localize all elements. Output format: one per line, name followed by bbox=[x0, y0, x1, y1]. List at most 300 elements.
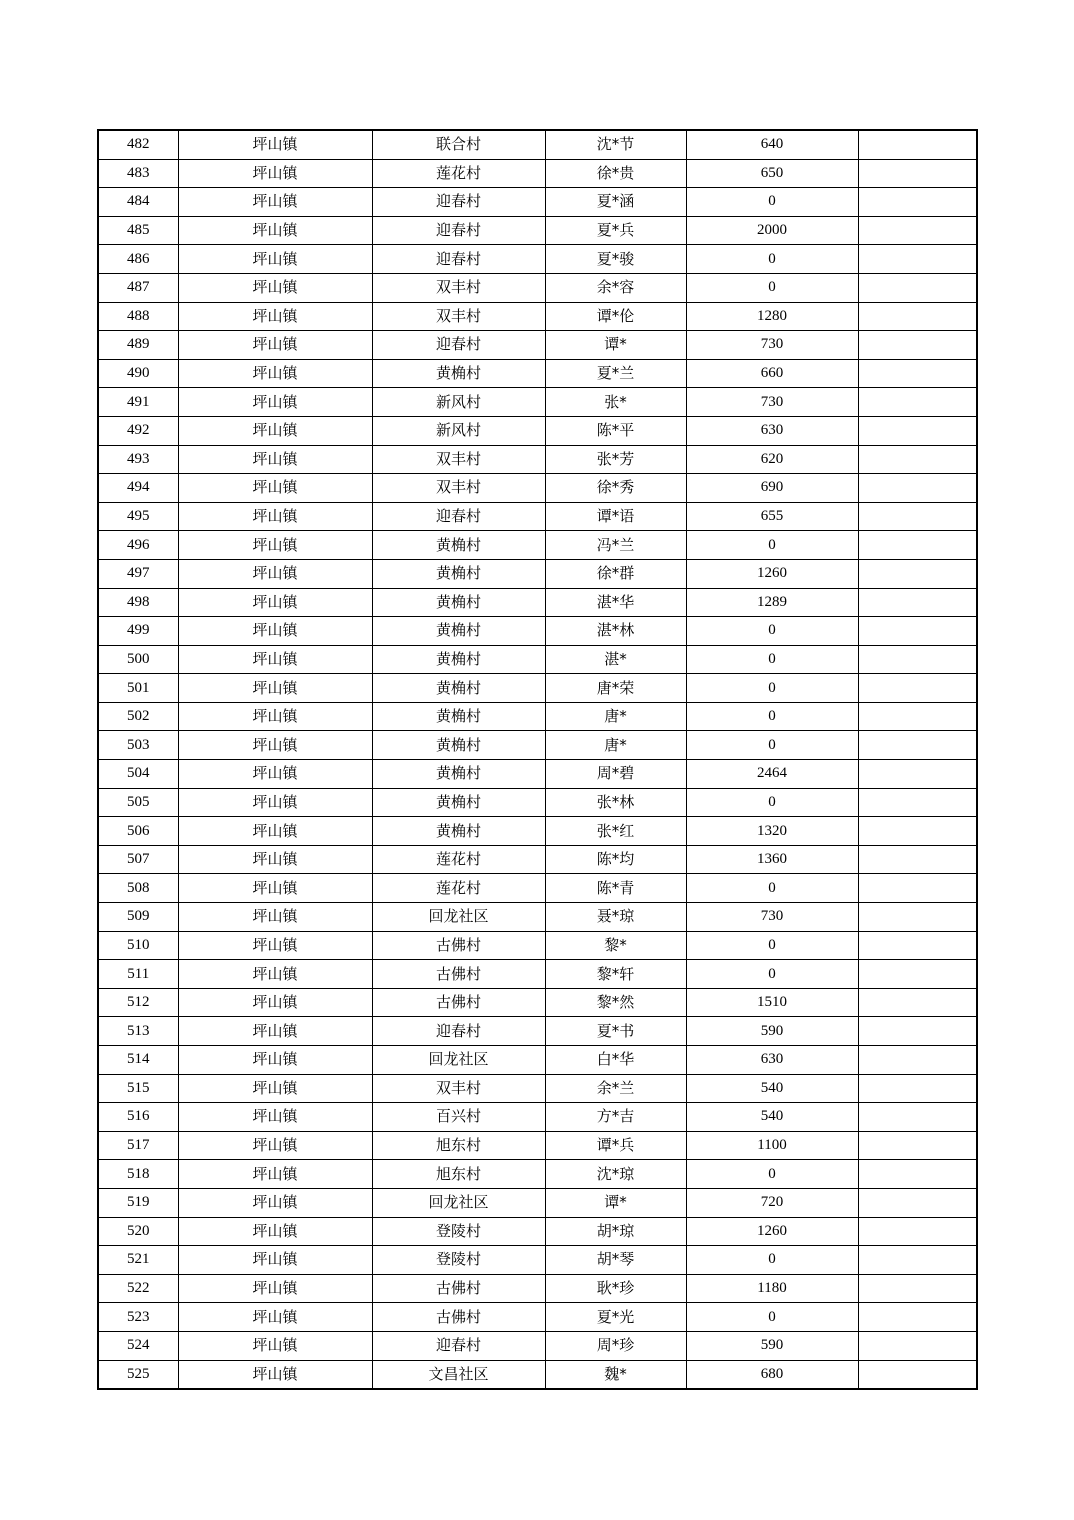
serial-number-cell: 501 bbox=[98, 674, 178, 703]
village-cell: 黄桷村 bbox=[372, 817, 545, 846]
remark-cell bbox=[858, 731, 977, 760]
amount-cell: 720 bbox=[686, 1188, 858, 1217]
amount-cell: 540 bbox=[686, 1103, 858, 1132]
serial-number-cell: 516 bbox=[98, 1103, 178, 1132]
remark-cell bbox=[858, 1246, 977, 1275]
township-cell: 坪山镇 bbox=[178, 1160, 372, 1189]
village-cell: 黄桷村 bbox=[372, 702, 545, 731]
amount-cell: 730 bbox=[686, 903, 858, 932]
township-cell: 坪山镇 bbox=[178, 731, 372, 760]
table-row bbox=[98, 645, 977, 674]
township-cell: 坪山镇 bbox=[178, 1046, 372, 1075]
village-cell: 古佛村 bbox=[372, 931, 545, 960]
village-cell: 古佛村 bbox=[372, 1274, 545, 1303]
table-row bbox=[98, 1131, 977, 1160]
name-cell: 张*林 bbox=[545, 788, 686, 817]
name-cell: 张*红 bbox=[545, 817, 686, 846]
serial-number-cell: 512 bbox=[98, 988, 178, 1017]
name-cell: 冯*兰 bbox=[545, 531, 686, 560]
name-cell: 谭* bbox=[545, 1188, 686, 1217]
name-cell: 唐* bbox=[545, 702, 686, 731]
remark-cell bbox=[858, 760, 977, 789]
remark-cell bbox=[858, 817, 977, 846]
township-cell: 坪山镇 bbox=[178, 1074, 372, 1103]
table-row bbox=[98, 302, 977, 331]
serial-number-cell: 505 bbox=[98, 788, 178, 817]
village-cell: 黄桷村 bbox=[372, 760, 545, 789]
village-cell: 回龙社区 bbox=[372, 1046, 545, 1075]
remark-cell bbox=[858, 1160, 977, 1189]
remark-cell bbox=[858, 903, 977, 932]
remark-cell bbox=[858, 1131, 977, 1160]
township-cell: 坪山镇 bbox=[178, 531, 372, 560]
township-cell: 坪山镇 bbox=[178, 1017, 372, 1046]
remark-cell bbox=[858, 1217, 977, 1246]
serial-number-cell: 499 bbox=[98, 617, 178, 646]
remark-cell bbox=[858, 1331, 977, 1360]
serial-number-cell: 519 bbox=[98, 1188, 178, 1217]
village-cell: 旭东村 bbox=[372, 1131, 545, 1160]
table-row bbox=[98, 960, 977, 989]
township-cell: 坪山镇 bbox=[178, 903, 372, 932]
village-cell: 黄桷村 bbox=[372, 645, 545, 674]
name-cell: 周*珍 bbox=[545, 1331, 686, 1360]
amount-cell: 0 bbox=[686, 188, 858, 217]
amount-cell: 0 bbox=[686, 702, 858, 731]
serial-number-cell: 517 bbox=[98, 1131, 178, 1160]
amount-cell: 0 bbox=[686, 931, 858, 960]
amount-cell: 1180 bbox=[686, 1274, 858, 1303]
remark-cell bbox=[858, 474, 977, 503]
name-cell: 陈*均 bbox=[545, 845, 686, 874]
amount-cell: 620 bbox=[686, 445, 858, 474]
name-cell: 黎* bbox=[545, 931, 686, 960]
remark-cell bbox=[858, 559, 977, 588]
township-cell: 坪山镇 bbox=[178, 216, 372, 245]
serial-number-cell: 484 bbox=[98, 188, 178, 217]
village-cell: 黄桷村 bbox=[372, 731, 545, 760]
name-cell: 夏*书 bbox=[545, 1017, 686, 1046]
name-cell: 夏*兰 bbox=[545, 359, 686, 388]
table-row bbox=[98, 216, 977, 245]
village-cell: 双丰村 bbox=[372, 302, 545, 331]
village-cell: 新风村 bbox=[372, 388, 545, 417]
village-cell: 迎春村 bbox=[372, 216, 545, 245]
name-cell: 谭*语 bbox=[545, 502, 686, 531]
township-cell: 坪山镇 bbox=[178, 388, 372, 417]
table-row bbox=[98, 845, 977, 874]
amount-cell: 650 bbox=[686, 159, 858, 188]
table-row bbox=[98, 1074, 977, 1103]
records-table-body bbox=[98, 130, 977, 1389]
name-cell: 湛*林 bbox=[545, 617, 686, 646]
village-cell: 黄桷村 bbox=[372, 359, 545, 388]
serial-number-cell: 483 bbox=[98, 159, 178, 188]
name-cell: 黎*轩 bbox=[545, 960, 686, 989]
table-row bbox=[98, 988, 977, 1017]
amount-cell: 1320 bbox=[686, 817, 858, 846]
village-cell: 旭东村 bbox=[372, 1160, 545, 1189]
remark-cell bbox=[858, 674, 977, 703]
serial-number-cell: 500 bbox=[98, 645, 178, 674]
remark-cell bbox=[858, 988, 977, 1017]
township-cell: 坪山镇 bbox=[178, 1331, 372, 1360]
serial-number-cell: 522 bbox=[98, 1274, 178, 1303]
table-row bbox=[98, 1017, 977, 1046]
township-cell: 坪山镇 bbox=[178, 159, 372, 188]
serial-number-cell: 509 bbox=[98, 903, 178, 932]
name-cell: 谭*伦 bbox=[545, 302, 686, 331]
remark-cell bbox=[858, 302, 977, 331]
township-cell: 坪山镇 bbox=[178, 416, 372, 445]
serial-number-cell: 496 bbox=[98, 531, 178, 560]
remark-cell bbox=[858, 702, 977, 731]
village-cell: 古佛村 bbox=[372, 1303, 545, 1332]
table-row bbox=[98, 531, 977, 560]
table-row bbox=[98, 1274, 977, 1303]
remark-cell bbox=[858, 931, 977, 960]
remark-cell bbox=[858, 359, 977, 388]
serial-number-cell: 524 bbox=[98, 1331, 178, 1360]
township-cell: 坪山镇 bbox=[178, 702, 372, 731]
serial-number-cell: 495 bbox=[98, 502, 178, 531]
township-cell: 坪山镇 bbox=[178, 445, 372, 474]
serial-number-cell: 498 bbox=[98, 588, 178, 617]
table-row bbox=[98, 1103, 977, 1132]
amount-cell: 690 bbox=[686, 474, 858, 503]
serial-number-cell: 482 bbox=[98, 130, 178, 159]
township-cell: 坪山镇 bbox=[178, 302, 372, 331]
table-row bbox=[98, 731, 977, 760]
table-row bbox=[98, 817, 977, 846]
remark-cell bbox=[858, 617, 977, 646]
serial-number-cell: 510 bbox=[98, 931, 178, 960]
township-cell: 坪山镇 bbox=[178, 788, 372, 817]
table-row bbox=[98, 702, 977, 731]
table-row bbox=[98, 931, 977, 960]
township-cell: 坪山镇 bbox=[178, 960, 372, 989]
table-row bbox=[98, 1331, 977, 1360]
amount-cell: 590 bbox=[686, 1017, 858, 1046]
township-cell: 坪山镇 bbox=[178, 817, 372, 846]
village-cell: 古佛村 bbox=[372, 960, 545, 989]
name-cell: 谭* bbox=[545, 331, 686, 360]
serial-number-cell: 493 bbox=[98, 445, 178, 474]
township-cell: 坪山镇 bbox=[178, 359, 372, 388]
serial-number-cell: 485 bbox=[98, 216, 178, 245]
serial-number-cell: 521 bbox=[98, 1246, 178, 1275]
township-cell: 坪山镇 bbox=[178, 1360, 372, 1389]
table-row bbox=[98, 874, 977, 903]
serial-number-cell: 503 bbox=[98, 731, 178, 760]
township-cell: 坪山镇 bbox=[178, 617, 372, 646]
serial-number-cell: 511 bbox=[98, 960, 178, 989]
amount-cell: 0 bbox=[686, 874, 858, 903]
amount-cell: 0 bbox=[686, 788, 858, 817]
village-cell: 百兴村 bbox=[372, 1103, 545, 1132]
name-cell: 夏*骏 bbox=[545, 245, 686, 274]
amount-cell: 0 bbox=[686, 617, 858, 646]
township-cell: 坪山镇 bbox=[178, 1217, 372, 1246]
remark-cell bbox=[858, 645, 977, 674]
remark-cell bbox=[858, 331, 977, 360]
village-cell: 回龙社区 bbox=[372, 1188, 545, 1217]
village-cell: 黄桷村 bbox=[372, 531, 545, 560]
table-row bbox=[98, 1246, 977, 1275]
amount-cell: 1260 bbox=[686, 559, 858, 588]
table-row bbox=[98, 1217, 977, 1246]
amount-cell: 0 bbox=[686, 1160, 858, 1189]
township-cell: 坪山镇 bbox=[178, 588, 372, 617]
name-cell: 方*吉 bbox=[545, 1103, 686, 1132]
serial-number-cell: 506 bbox=[98, 817, 178, 846]
name-cell: 湛*华 bbox=[545, 588, 686, 617]
table-row bbox=[98, 903, 977, 932]
township-cell: 坪山镇 bbox=[178, 874, 372, 903]
amount-cell: 630 bbox=[686, 1046, 858, 1075]
amount-cell: 0 bbox=[686, 273, 858, 302]
table-row bbox=[98, 760, 977, 789]
amount-cell: 1260 bbox=[686, 1217, 858, 1246]
village-cell: 双丰村 bbox=[372, 474, 545, 503]
table-row bbox=[98, 1046, 977, 1075]
serial-number-cell: 504 bbox=[98, 760, 178, 789]
serial-number-cell: 491 bbox=[98, 388, 178, 417]
remark-cell bbox=[858, 788, 977, 817]
village-cell: 登陵村 bbox=[372, 1217, 545, 1246]
remark-cell bbox=[858, 445, 977, 474]
amount-cell: 0 bbox=[686, 674, 858, 703]
township-cell: 坪山镇 bbox=[178, 1131, 372, 1160]
amount-cell: 2000 bbox=[686, 216, 858, 245]
township-cell: 坪山镇 bbox=[178, 559, 372, 588]
table-row bbox=[98, 1188, 977, 1217]
village-cell: 迎春村 bbox=[372, 188, 545, 217]
name-cell: 徐*贵 bbox=[545, 159, 686, 188]
amount-cell: 2464 bbox=[686, 760, 858, 789]
amount-cell: 0 bbox=[686, 645, 858, 674]
name-cell: 沈*节 bbox=[545, 130, 686, 159]
village-cell: 黄桷村 bbox=[372, 588, 545, 617]
table-row bbox=[98, 788, 977, 817]
township-cell: 坪山镇 bbox=[178, 845, 372, 874]
serial-number-cell: 489 bbox=[98, 331, 178, 360]
name-cell: 谭*兵 bbox=[545, 1131, 686, 1160]
serial-number-cell: 494 bbox=[98, 474, 178, 503]
township-cell: 坪山镇 bbox=[178, 1274, 372, 1303]
name-cell: 夏*涵 bbox=[545, 188, 686, 217]
table-row bbox=[98, 416, 977, 445]
name-cell: 胡*琼 bbox=[545, 1217, 686, 1246]
table-row bbox=[98, 445, 977, 474]
village-cell: 新风村 bbox=[372, 416, 545, 445]
amount-cell: 655 bbox=[686, 502, 858, 531]
township-cell: 坪山镇 bbox=[178, 1303, 372, 1332]
township-cell: 坪山镇 bbox=[178, 1188, 372, 1217]
remark-cell bbox=[858, 245, 977, 274]
village-cell: 文昌社区 bbox=[372, 1360, 545, 1389]
amount-cell: 630 bbox=[686, 416, 858, 445]
amount-cell: 1510 bbox=[686, 988, 858, 1017]
township-cell: 坪山镇 bbox=[178, 331, 372, 360]
table-row bbox=[98, 617, 977, 646]
remark-cell bbox=[858, 502, 977, 531]
village-cell: 迎春村 bbox=[372, 1017, 545, 1046]
amount-cell: 1360 bbox=[686, 845, 858, 874]
township-cell: 坪山镇 bbox=[178, 188, 372, 217]
village-cell: 回龙社区 bbox=[372, 903, 545, 932]
village-cell: 迎春村 bbox=[372, 245, 545, 274]
name-cell: 夏*光 bbox=[545, 1303, 686, 1332]
township-cell: 坪山镇 bbox=[178, 273, 372, 302]
township-cell: 坪山镇 bbox=[178, 988, 372, 1017]
amount-cell: 1100 bbox=[686, 1131, 858, 1160]
serial-number-cell: 497 bbox=[98, 559, 178, 588]
village-cell: 迎春村 bbox=[372, 1331, 545, 1360]
remark-cell bbox=[858, 1303, 977, 1332]
records-table bbox=[97, 129, 978, 1390]
village-cell: 登陵村 bbox=[372, 1246, 545, 1275]
remark-cell bbox=[858, 1188, 977, 1217]
amount-cell: 680 bbox=[686, 1360, 858, 1389]
amount-cell: 0 bbox=[686, 960, 858, 989]
village-cell: 黄桷村 bbox=[372, 559, 545, 588]
serial-number-cell: 513 bbox=[98, 1017, 178, 1046]
name-cell: 余*容 bbox=[545, 273, 686, 302]
serial-number-cell: 515 bbox=[98, 1074, 178, 1103]
village-cell: 莲花村 bbox=[372, 845, 545, 874]
township-cell: 坪山镇 bbox=[178, 1246, 372, 1275]
name-cell: 张*芳 bbox=[545, 445, 686, 474]
serial-number-cell: 525 bbox=[98, 1360, 178, 1389]
name-cell: 张* bbox=[545, 388, 686, 417]
amount-cell: 660 bbox=[686, 359, 858, 388]
name-cell: 唐*荣 bbox=[545, 674, 686, 703]
table-row bbox=[98, 502, 977, 531]
serial-number-cell: 486 bbox=[98, 245, 178, 274]
name-cell: 魏* bbox=[545, 1360, 686, 1389]
township-cell: 坪山镇 bbox=[178, 502, 372, 531]
table-row bbox=[98, 130, 977, 159]
township-cell: 坪山镇 bbox=[178, 474, 372, 503]
remark-cell bbox=[858, 416, 977, 445]
table-row bbox=[98, 331, 977, 360]
serial-number-cell: 507 bbox=[98, 845, 178, 874]
township-cell: 坪山镇 bbox=[178, 1103, 372, 1132]
village-cell: 双丰村 bbox=[372, 1074, 545, 1103]
township-cell: 坪山镇 bbox=[178, 674, 372, 703]
remark-cell bbox=[858, 845, 977, 874]
serial-number-cell: 502 bbox=[98, 702, 178, 731]
remark-cell bbox=[858, 159, 977, 188]
remark-cell bbox=[858, 1017, 977, 1046]
village-cell: 古佛村 bbox=[372, 988, 545, 1017]
remark-cell bbox=[858, 874, 977, 903]
table-row bbox=[98, 1360, 977, 1389]
amount-cell: 540 bbox=[686, 1074, 858, 1103]
table-row bbox=[98, 359, 977, 388]
amount-cell: 640 bbox=[686, 130, 858, 159]
village-cell: 莲花村 bbox=[372, 874, 545, 903]
village-cell: 迎春村 bbox=[372, 502, 545, 531]
remark-cell bbox=[858, 1274, 977, 1303]
name-cell: 徐*秀 bbox=[545, 474, 686, 503]
table-row bbox=[98, 1160, 977, 1189]
table-row bbox=[98, 588, 977, 617]
table-row bbox=[98, 474, 977, 503]
village-cell: 莲花村 bbox=[372, 159, 545, 188]
township-cell: 坪山镇 bbox=[178, 130, 372, 159]
name-cell: 黎*然 bbox=[545, 988, 686, 1017]
amount-cell: 0 bbox=[686, 731, 858, 760]
serial-number-cell: 487 bbox=[98, 273, 178, 302]
serial-number-cell: 523 bbox=[98, 1303, 178, 1332]
remark-cell bbox=[858, 960, 977, 989]
amount-cell: 0 bbox=[686, 1246, 858, 1275]
remark-cell bbox=[858, 1103, 977, 1132]
name-cell: 夏*兵 bbox=[545, 216, 686, 245]
amount-cell: 730 bbox=[686, 331, 858, 360]
remark-cell bbox=[858, 1074, 977, 1103]
name-cell: 唐* bbox=[545, 731, 686, 760]
serial-number-cell: 488 bbox=[98, 302, 178, 331]
table-row bbox=[98, 188, 977, 217]
remark-cell bbox=[858, 531, 977, 560]
name-cell: 徐*群 bbox=[545, 559, 686, 588]
village-cell: 黄桷村 bbox=[372, 617, 545, 646]
amount-cell: 1280 bbox=[686, 302, 858, 331]
name-cell: 陈*青 bbox=[545, 874, 686, 903]
remark-cell bbox=[858, 273, 977, 302]
remark-cell bbox=[858, 1046, 977, 1075]
remark-cell bbox=[858, 130, 977, 159]
amount-cell: 0 bbox=[686, 245, 858, 274]
village-cell: 迎春村 bbox=[372, 331, 545, 360]
name-cell: 陈*平 bbox=[545, 416, 686, 445]
serial-number-cell: 492 bbox=[98, 416, 178, 445]
remark-cell bbox=[858, 388, 977, 417]
table-row bbox=[98, 674, 977, 703]
table-row bbox=[98, 245, 977, 274]
village-cell: 双丰村 bbox=[372, 445, 545, 474]
serial-number-cell: 514 bbox=[98, 1046, 178, 1075]
township-cell: 坪山镇 bbox=[178, 931, 372, 960]
table-row bbox=[98, 388, 977, 417]
village-cell: 黄桷村 bbox=[372, 788, 545, 817]
amount-cell: 1289 bbox=[686, 588, 858, 617]
remark-cell bbox=[858, 1360, 977, 1389]
name-cell: 白*华 bbox=[545, 1046, 686, 1075]
village-cell: 双丰村 bbox=[372, 273, 545, 302]
table-row bbox=[98, 273, 977, 302]
village-cell: 联合村 bbox=[372, 130, 545, 159]
township-cell: 坪山镇 bbox=[178, 245, 372, 274]
township-cell: 坪山镇 bbox=[178, 645, 372, 674]
village-cell: 黄桷村 bbox=[372, 674, 545, 703]
township-cell: 坪山镇 bbox=[178, 760, 372, 789]
name-cell: 周*碧 bbox=[545, 760, 686, 789]
table-row bbox=[98, 159, 977, 188]
name-cell: 胡*琴 bbox=[545, 1246, 686, 1275]
serial-number-cell: 520 bbox=[98, 1217, 178, 1246]
name-cell: 聂*琼 bbox=[545, 903, 686, 932]
name-cell: 耿*珍 bbox=[545, 1274, 686, 1303]
remark-cell bbox=[858, 588, 977, 617]
name-cell: 湛* bbox=[545, 645, 686, 674]
table-row bbox=[98, 559, 977, 588]
serial-number-cell: 508 bbox=[98, 874, 178, 903]
table-row bbox=[98, 1303, 977, 1332]
